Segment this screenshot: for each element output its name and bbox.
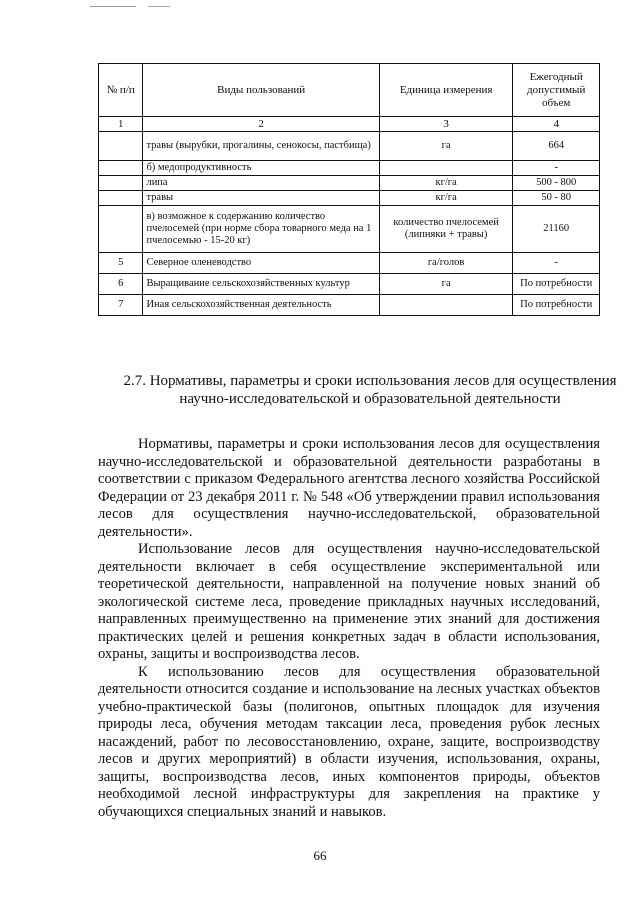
forest-use-table (98, 63, 600, 316)
section-title: 2.7. Нормативы, параметры и сроки использования лесов для осуществления научно-исследовательской и образовательной деятельности (123, 373, 617, 407)
row-num (99, 161, 143, 176)
table-row (99, 295, 600, 316)
row-num: 7 (99, 295, 143, 316)
row-volume: По потребности (513, 274, 600, 295)
header-volume: Ежегодный допустимый объем (513, 64, 600, 117)
row-num: 6 (99, 274, 143, 295)
row-num (99, 206, 143, 253)
paragraph: К использованию лесов для осуществления образовательной деятельности относится создание и использование на лесных участках объектов учебно-практической базы (полигонов, опытных площадок для изучения природы леса, обучения методам таксации леса, проведения рубок лесных насаждений, работ по лесовосстановлению, охране, защите, воспроизводству лесов и других мероприятий) в области изучения, использования, охраны, защиты, воспроизводства лесов, иных компонентов природы, объектов необходимой лесной инфраструктуры для закрепления на практике у обучающихся специальных знаний и навыков. (98, 663, 600, 820)
row-kind: Выращивание сельскохозяйственных культур (143, 274, 379, 295)
row-unit (379, 161, 513, 176)
row-num: 5 (99, 253, 143, 274)
row-volume: 664 (513, 132, 600, 161)
row-unit: га (379, 132, 513, 161)
table-header-row (99, 64, 600, 117)
table-row (99, 206, 600, 253)
row-unit: га/голов (379, 253, 513, 274)
row-unit: кг/га (379, 176, 513, 191)
row-kind: Северное оленеводство (143, 253, 379, 274)
col-number: 1 (99, 117, 143, 132)
row-volume: 21160 (513, 206, 600, 253)
row-kind: травы (вырубки, прогалины, сенокосы, пастбища) (143, 132, 379, 161)
table-column-numbers (99, 117, 600, 132)
row-volume: По потребности (513, 295, 600, 316)
row-unit: га (379, 274, 513, 295)
header-kind: Виды пользований (143, 64, 379, 117)
row-num (99, 176, 143, 191)
row-num (99, 191, 143, 206)
row-kind: травы (143, 191, 379, 206)
page-number: 66 (313, 848, 327, 863)
table-row (99, 132, 600, 161)
row-unit (379, 295, 513, 316)
row-volume: - (513, 253, 600, 274)
row-kind: в) возможное к содержанию количество пчелосемей (при норме сбора товарного меда на 1 пчелосемью - 15-20 кг) (143, 206, 379, 253)
row-volume: 500 - 800 (513, 176, 600, 191)
row-volume: 50 - 80 (513, 191, 600, 206)
table-row (99, 253, 600, 274)
scan-mark (148, 6, 170, 7)
row-kind: липа (143, 176, 379, 191)
row-volume: - (513, 161, 600, 176)
row-unit: кг/га (379, 191, 513, 206)
table-row (99, 161, 600, 176)
table-row (99, 191, 600, 206)
col-number: 4 (513, 117, 600, 132)
row-unit: количество пчелосемей (липняки + травы) (379, 206, 513, 253)
header-num: № п/п (99, 64, 143, 117)
table-row (99, 274, 600, 295)
col-number: 3 (379, 117, 513, 132)
paragraph: Нормативы, параметры и сроки использования лесов для осуществления научно-исследовательской и образовательной деятельности разработаны в соответствии с приказом Федерального агентства лесного хозяйства Российской Федерации от 23 декабря 2011 г. № 548 «Об утверждении правил использования лесов для осуществления научно-исследовательской, образовательной деятельности». (98, 436, 600, 540)
scan-mark (90, 6, 136, 7)
row-num (99, 132, 143, 161)
body-text (98, 436, 600, 821)
table-row (99, 176, 600, 191)
paragraph: Использование лесов для осуществления научно-исследовательской деятельности включает в себя осуществление экспериментальной или теоретической деятельности, направленной на получение новых знаний об экологической системе леса, проведение прикладных научных исследований, направленных преимущественно на применение этих знаний для достижения практических целей и решения конкретных задач в области использования, охраны, защиты и воспроизводства лесов. (98, 541, 600, 662)
row-kind: Иная сельскохозяйственная деятельность (143, 295, 379, 316)
header-unit: Единица измерения (379, 64, 513, 117)
col-number: 2 (143, 117, 379, 132)
row-kind: б) медопродуктивность (143, 161, 379, 176)
